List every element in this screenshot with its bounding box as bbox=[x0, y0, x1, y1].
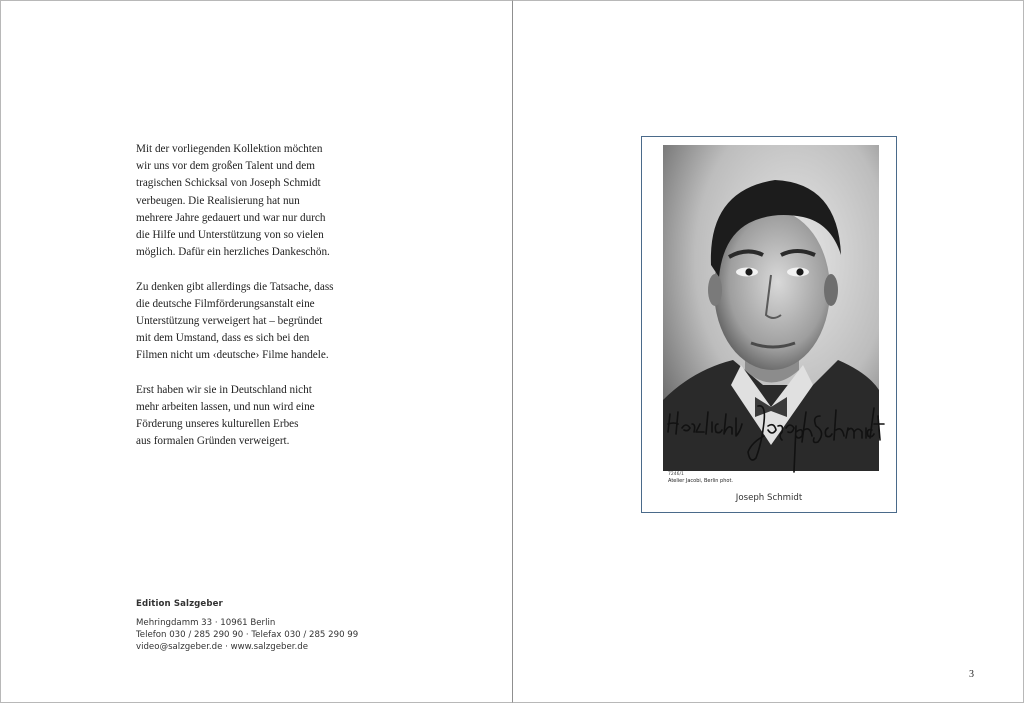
publisher-web: video@salzgeber.de · www.salzgeber.de bbox=[136, 642, 308, 652]
paragraph-3 bbox=[136, 382, 396, 451]
text-line: mit dem Umstand, dass es sich bei den bbox=[136, 332, 310, 345]
text-line: Förderung unseres kulturellen Erbes bbox=[136, 418, 299, 431]
publisher-name: Edition Salzgeber bbox=[136, 599, 223, 609]
paragraph-1 bbox=[136, 141, 396, 261]
text-line: tragischen Schicksal von Joseph Schmidt bbox=[136, 177, 321, 190]
text-line: wir uns vor dem großen Talent und dem bbox=[136, 160, 315, 173]
photo-credit: Atelier Jacobi, Berlin phot. bbox=[668, 478, 734, 484]
text-line: Filmen nicht um ‹deutsche› Filme handele. bbox=[136, 349, 329, 362]
publisher-phone: Telefon 030 / 285 290 90 · Telefax 030 / 285 290 99 bbox=[136, 630, 359, 640]
text-line: Erst haben wir sie in Deutschland nicht bbox=[136, 383, 312, 396]
text-line: Mit der vorliegenden Kollektion möchten bbox=[136, 143, 323, 155]
photo-caption: Joseph Schmidt bbox=[735, 493, 803, 503]
text-line: Unterstützung verweigert hat – begründet bbox=[136, 315, 323, 328]
portrait-image bbox=[663, 145, 879, 471]
text-line: Zu denken gibt allerdings die Tatsache, dass bbox=[136, 280, 334, 293]
page-number: 3 bbox=[969, 669, 974, 680]
text-line: aus formalen Gründen verweigert. bbox=[136, 435, 290, 448]
text-line: die deutsche Filmförderungsanstalt eine bbox=[136, 297, 315, 310]
text-line: mehr arbeiten lassen, und nun wird eine bbox=[136, 401, 315, 414]
portrait-photo-card bbox=[641, 136, 897, 513]
paragraph-2 bbox=[136, 279, 396, 365]
left-page bbox=[0, 0, 512, 703]
right-page bbox=[512, 0, 1024, 703]
text-line: möglich. Dafür ein herzliches Dankeschön. bbox=[136, 246, 330, 259]
text-line: mehrere Jahre gedauert und war nur durch bbox=[136, 211, 326, 224]
publisher-imprint bbox=[136, 599, 396, 653]
text-line: die Hilfe und Unterstützung von so vielen bbox=[136, 229, 324, 242]
text-line: verbeugen. Die Realisierung hat nun bbox=[136, 194, 300, 207]
portrait-photo bbox=[663, 145, 879, 471]
photo-number: 7246/1 bbox=[668, 472, 684, 477]
body-text bbox=[136, 141, 396, 468]
publisher-address: Mehringdamm 33 · 10961 Berlin bbox=[136, 618, 276, 628]
